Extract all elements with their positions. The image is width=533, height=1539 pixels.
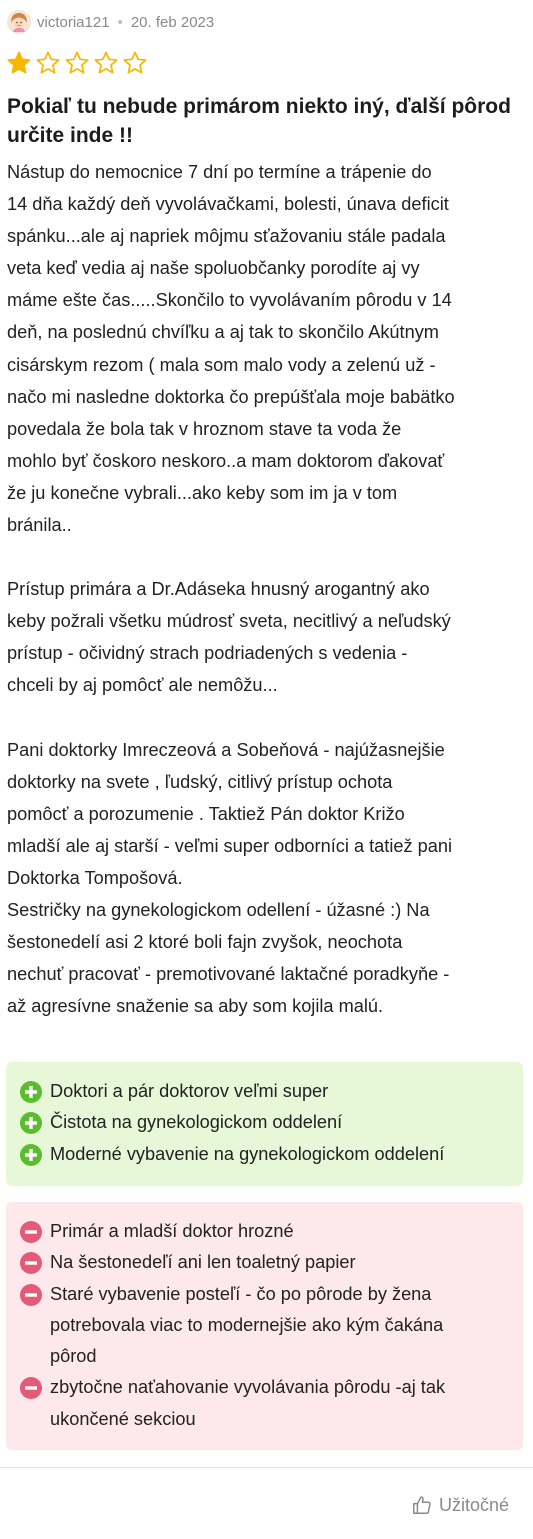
con-item xyxy=(20,1279,523,1373)
minus-circle-icon xyxy=(20,1377,42,1399)
pro-text: Moderné vybavenie na gynekologickom oddelení xyxy=(50,1143,445,1164)
star-empty-icon xyxy=(35,50,61,76)
review-paragraph: Prístup primára a Dr.Adáseka hnusný arogantný ako keby požrali všetku múdrosť sveta, necitlivý a neľudský prístup - očividný strach podriadených s vedenia - chceli by aj pomôcť ale nemôžu... xyxy=(7,579,451,696)
helpful-button[interactable] xyxy=(411,1494,509,1516)
helpful-label: Užitočné xyxy=(438,1494,509,1515)
minus-circle-icon xyxy=(20,1284,42,1306)
con-text: Staré vybavenie posteľí - čo po pôrode by žena potrebovala viac to modernejšie ako kým čakána pôrod xyxy=(50,1283,444,1367)
avatar-icon[interactable] xyxy=(7,10,31,34)
star-empty-icon xyxy=(93,50,119,76)
con-item xyxy=(20,1216,523,1247)
pros-box xyxy=(6,1062,523,1186)
review-title: Pokiaľ tu nebude primárom niekto iný, ďalší pôrod určite inde !! xyxy=(7,95,511,147)
plus-circle-icon xyxy=(20,1081,42,1103)
pro-item xyxy=(20,1107,523,1138)
review-paragraph: Nástup do nemocnice 7 dní po termíne a trápenie do 14 dňa každý deň vyvolávačkami, bolesti, únava deficit spánku...ale aj napriek môjmu sťažovaniu stále padala veta keď vedia aj naše spoluobčanky porodíte aj vy máme ešte čas.....Skončilo to vyvolávaním pôrodu v 14 deň, na poslednú chvíľku a aj tak to skončilo Akútnym cisárskym rezom ( mala som malo vody a zelenú už - načo mi nasledne doktorka čo prepúšťala moje babätko povedala že bola tak v hroznom stave ta voda že mohlo byť čoskoro neskoro..a mam doktorom ďakovať že ju konečne vybrali...ako keby som im ja v tom bránila.. xyxy=(7,162,455,536)
pro-text: Čistota na gynekologickom oddelení xyxy=(50,1112,343,1133)
review-body xyxy=(7,156,527,1022)
plus-circle-icon xyxy=(20,1112,42,1134)
con-text: Primár a mladší doktor hrozné xyxy=(50,1221,294,1241)
pro-text: Doktori a pár doktorov veľmi super xyxy=(50,1081,329,1101)
thumbs-up-icon xyxy=(411,1494,433,1516)
pro-item xyxy=(20,1139,523,1170)
star-empty-icon xyxy=(122,50,148,76)
con-item xyxy=(20,1372,523,1435)
review-meta xyxy=(7,8,214,36)
review-paragraph: Pani doktorky Imreczeová a Sobeňová - najúžasnejšie doktorky na svete , ľudský, citlivý prístup ochota pomôcť a porozumenie . Taktiež Pán doktor Križo mladší ale aj starší - veľmi super odborníci a tatiež pani Doktorka Tompošová. Sestričky na gynekologickom odellení - úžasné :) Na šestonedelí asi 2 ktoré boli fajn zvyšok, neochota nechuť pracovať - premotivované laktačné poradkyňe - až agresívne snaženie sa aby som kojila malú. xyxy=(7,739,453,1017)
divider xyxy=(0,1467,533,1468)
meta-separator: • xyxy=(117,13,123,31)
minus-circle-icon xyxy=(20,1252,42,1274)
con-text: Na šestonedeľí ani len toaletný papier xyxy=(50,1252,356,1273)
pros-list xyxy=(6,1062,523,1170)
review-author[interactable]: victoria121 xyxy=(37,13,110,31)
plus-circle-icon xyxy=(20,1144,42,1166)
con-item xyxy=(20,1247,523,1278)
rating-stars xyxy=(6,50,148,76)
con-text: zbytočne naťahovanie vyvolávania pôrodu -aj tak ukončené sekciou xyxy=(50,1377,446,1429)
star-empty-icon xyxy=(64,50,90,76)
star-filled-icon xyxy=(6,50,32,76)
cons-box xyxy=(6,1202,523,1450)
minus-circle-icon xyxy=(20,1221,42,1243)
pro-item xyxy=(20,1076,523,1107)
cons-list xyxy=(6,1202,523,1435)
review-date: 20. feb 2023 xyxy=(130,13,215,31)
